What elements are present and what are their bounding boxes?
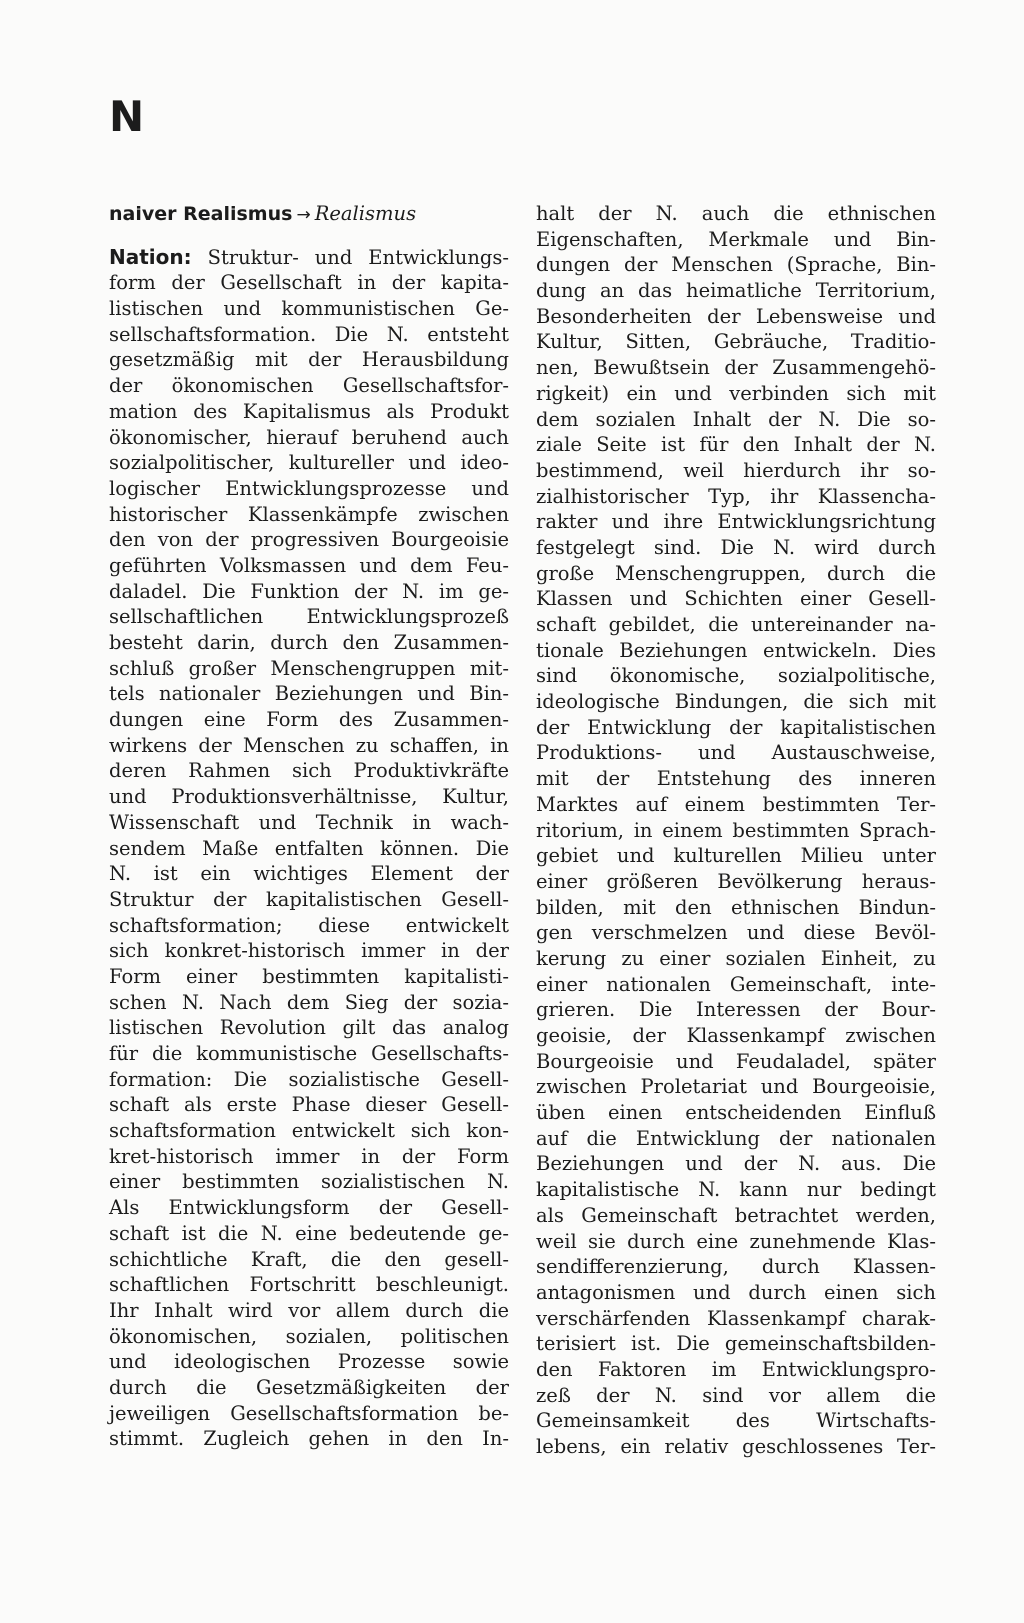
text-line: Wissenschaft und Technik in wach- (109, 810, 509, 834)
text-line: Eigenschaften, Merkmale und Bin- (536, 227, 936, 251)
text-line: jeweiligen Gesellschaftsformation be- (109, 1401, 509, 1425)
text-line: große Menschengruppen, durch die (536, 561, 936, 585)
text-line: bestimmend, weil hierdurch ihr so- (536, 458, 936, 482)
text-line: weil sie durch eine zunehmende Klas- (536, 1229, 936, 1253)
text-line: kret-historisch immer in der Form (109, 1144, 509, 1168)
text-line: sozialpolitischer, kultureller und ideo- (109, 451, 509, 475)
text-line: sendifferenzierung, durch Klassen- (536, 1255, 936, 1279)
text-line: schen N. Nach dem Sieg der sozia- (109, 990, 509, 1014)
text-line: gen verschmelzen und diese Bevöl- (536, 921, 936, 945)
text-line: ritorium, in einem bestimmten Sprach- (536, 818, 936, 842)
text-line: stimmt. Zugleich gehen in den In- (109, 1427, 509, 1451)
text-line: schichtliche Kraft, die den gesell- (109, 1247, 509, 1271)
text-line: gebiet und kulturellen Milieu unter (536, 844, 936, 868)
text-line: historischer Klassenkämpfe zwischen (109, 502, 509, 526)
text-line: schaft gebildet, die untereinander na- (536, 613, 936, 636)
text-line: üben einen entscheidenden Einfluß (536, 1101, 936, 1125)
text-line: schaftlichen Fortschritt beschleunigt. (109, 1273, 509, 1297)
text-line: dem sozialen Inhalt der N. Die so- (536, 407, 936, 431)
text-line: durch die Gesetzmäßigkeiten der (109, 1375, 509, 1399)
text-line: der ökonomischen Gesellschaftsfor- (109, 374, 509, 398)
text-line: einer größeren Bevölkerung heraus- (536, 869, 936, 893)
text-line: verschärfenden Klassenkampf charak- (536, 1306, 936, 1330)
text-line: Produktions- und Austauschweise, (536, 741, 936, 765)
section-letter: N (109, 92, 145, 141)
text-line: mit der Entstehung des inneren (536, 767, 936, 791)
text-line: tels nationaler Beziehungen und Bin- (109, 682, 509, 706)
text-line: zwischen Proletariat und Bourgeoisie, (536, 1075, 936, 1099)
nation-first-line-text: Struktur- und Entwicklungs- (207, 245, 510, 269)
text-line: kapitalistische N. kann nur bedingt (536, 1178, 936, 1202)
text-line: sendem Maße entfalten können. Die (109, 836, 509, 860)
text-line: listischen Revolution gilt das analog (109, 1016, 509, 1040)
nation-text-right (536, 201, 936, 1460)
cross-reference-arrow-icon: → (296, 205, 311, 225)
text-line: geoisie, der Klassenkampf zwischen (536, 1024, 936, 1047)
text-line: bilden, mit den ethnischen Bindun- (536, 895, 936, 919)
headword-nation: Nation: (109, 244, 192, 269)
text-line: mation des Kapitalismus als Produkt (109, 399, 509, 423)
text-line: ökonomischen, sozialen, politischen (109, 1324, 509, 1348)
cross-reference-realismus: Realismus (314, 202, 417, 225)
text-line: einer bestimmten sozialistischen N. (109, 1170, 509, 1194)
text-line: und ideologischen Prozesse sowie (109, 1350, 509, 1374)
text-line: rakter und ihre Entwicklungsrichtung (536, 510, 936, 534)
text-line: tionale Beziehungen entwickeln. Dies (536, 638, 936, 662)
text-line: als Gemeinschaft betrachtet werden, (536, 1203, 936, 1227)
text-line: besteht darin, durch den Zusammen- (109, 631, 509, 654)
entry-nation-first-line (109, 245, 509, 271)
text-line: daladel. Die Funktion der N. im ge- (109, 579, 509, 603)
text-line: schaftsformation entwickelt sich kon- (109, 1119, 509, 1143)
text-line: grieren. Die Interessen der Bour- (536, 998, 936, 1022)
text-line: ökonomischer, hierauf beruhend auch (109, 425, 509, 449)
text-line: Gemeinsamkeit des Wirtschafts- (536, 1409, 936, 1433)
text-line: lebens, ein relativ geschlossenes Ter- (536, 1435, 936, 1458)
text-line: halt der N. auch die ethnischen (536, 202, 936, 225)
text-line: Form einer bestimmten kapitalisti- (109, 964, 509, 988)
text-line: kerung zu einer sozialen Einheit, zu (536, 946, 936, 970)
text-line: ideologische Bindungen, die sich mit (536, 690, 936, 714)
text-line: schluß großer Menschengruppen mit- (109, 656, 509, 680)
text-line: N. ist ein wichtiges Element der (109, 862, 509, 886)
text-line: gesetzmäßig mit der Herausbildung (109, 348, 509, 372)
headword-naiver-realismus: naiver Realismus (109, 203, 293, 225)
left-column (109, 201, 509, 1452)
text-line: Als Entwicklungsform der Gesell- (109, 1196, 509, 1220)
text-line: Marktes auf einem bestimmten Ter- (536, 792, 936, 816)
text-line: festgelegt sind. Die N. wird durch (536, 535, 936, 559)
text-line: Ihr Inhalt wird vor allem durch die (109, 1298, 509, 1322)
text-line: einer nationalen Gemeinschaft, inte- (536, 972, 936, 996)
text-line: dungen eine Form des Zusammen- (109, 708, 509, 732)
right-column (536, 201, 936, 1460)
text-line: listischen und kommunistischen Ge- (109, 297, 509, 321)
text-line: für die kommunistische Gesellschafts- (109, 1042, 509, 1065)
text-line: Bourgeoisie und Feudaladel, später (536, 1049, 936, 1073)
text-line: dung an das heimatliche Territorium, (536, 279, 936, 303)
text-line: den Faktoren im Entwicklungspro- (536, 1357, 936, 1381)
text-line: formation: Die sozialistische Gesell- (109, 1067, 509, 1091)
text-line: logischer Entwicklungsprozesse und (109, 476, 509, 500)
text-line: geführten Volksmassen und dem Feu- (109, 553, 509, 577)
text-line: Beziehungen und der N. aus. Die (536, 1152, 936, 1176)
text-line: auf die Entwicklung der nationalen (536, 1126, 936, 1150)
text-line: und Produktionsverhältnisse, Kultur, (109, 785, 509, 809)
text-line: Besonderheiten der Lebensweise und (536, 304, 936, 328)
text-line: schaft ist die N. eine bedeutende ge- (109, 1221, 509, 1245)
text-line: sellschaftlichen Entwicklungsprozeß (109, 605, 509, 629)
text-line: sich konkret-historisch immer in der (109, 939, 509, 963)
text-line: schaft als erste Phase dieser Gesell- (109, 1093, 509, 1117)
text-line: sellschaftsformation. Die N. entsteht (109, 322, 509, 346)
text-line: zeß der N. sind vor allem die (536, 1383, 936, 1407)
text-line: sind ökonomische, sozialpolitische, (536, 664, 936, 688)
text-line: Kultur, Sitten, Gebräuche, Traditio- (536, 330, 936, 354)
nation-text-left (109, 270, 509, 1452)
text-line: dungen der Menschen (Sprache, Bin- (536, 253, 936, 277)
text-line: Struktur der kapitalistischen Gesell- (109, 887, 509, 911)
text-line: nen, Bewußtsein der Zusammengehö- (536, 356, 936, 380)
text-line: der Entwicklung der kapitalistischen (536, 715, 936, 739)
text-line: ziale Seite ist für den Inhalt der N. (536, 433, 936, 457)
text-line: form der Gesellschaft in der kapita- (109, 271, 509, 295)
text-line: deren Rahmen sich Produktivkräfte (109, 759, 509, 783)
text-line: antagonismen und durch einen sich (536, 1280, 936, 1304)
entry-naiver-realismus (109, 201, 509, 227)
text-line: terisiert ist. Die gemeinschaftsbilden- (536, 1332, 936, 1356)
text-line: schaftsformation; diese entwickelt (109, 913, 509, 937)
text-line: rigkeit) ein und verbinden sich mit (536, 381, 936, 405)
text-line: zialhistorischer Typ, ihr Klassencha- (536, 484, 936, 508)
text-line: den von der progressiven Bourgeoisie (109, 528, 509, 552)
text-line: Klassen und Schichten einer Gesell- (536, 587, 936, 611)
text-line: wirkens der Menschen zu schaffen, in (109, 733, 509, 757)
